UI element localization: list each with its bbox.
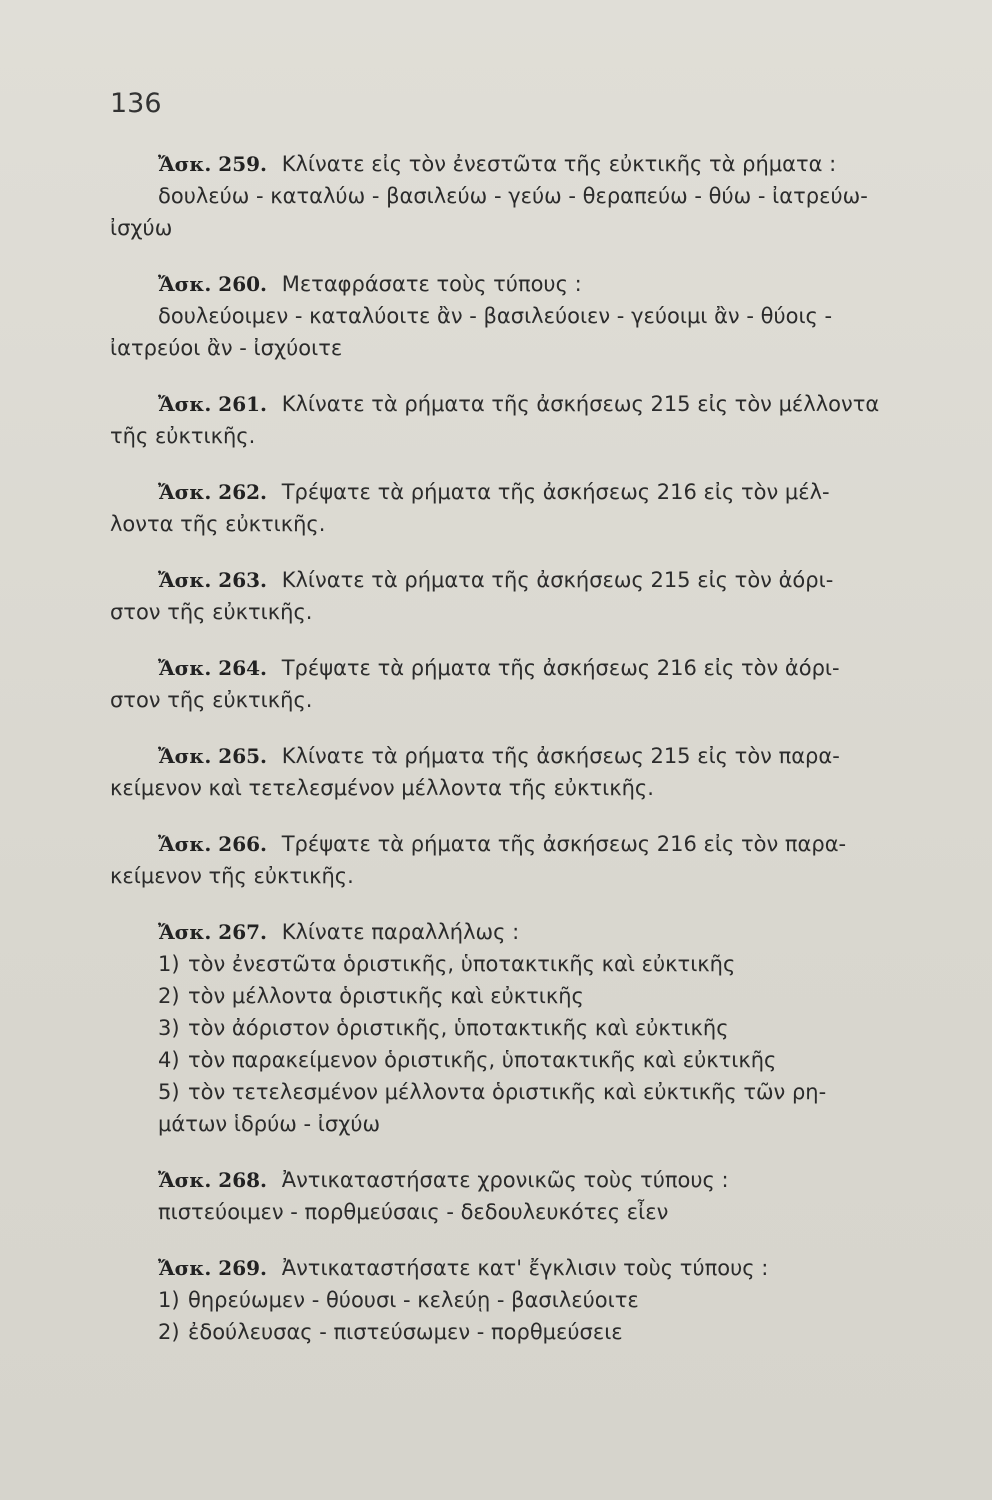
- item-number: 2): [158, 1320, 180, 1344]
- exercise-line: δουλεύω - καταλύω - βασιλεύω - γεύω - θεραπεύω - θύω - ἰατρεύω-: [158, 184, 868, 208]
- exercise-line: [110, 916, 932, 948]
- list-item: [110, 1316, 932, 1348]
- exercise-269: [110, 1252, 932, 1348]
- exercise-instruction: Τρέψατε τὰ ρήματα τῆς ἀσκήσεως 216 εἰς τὸν μέλ-: [281, 480, 830, 504]
- exercise-264: [110, 652, 932, 716]
- list-item: [110, 1012, 932, 1044]
- item-text: θηρεύωμεν - θύουσι - κελεύῃ - βασιλεύοιτε: [188, 1288, 639, 1312]
- list-item: [110, 980, 932, 1012]
- exercise-instruction: Κλίνατε τὰ ρήματα τῆς ἀσκήσεως 215 εἰς τὸν παρα-: [281, 744, 840, 768]
- exercise-259: [110, 148, 932, 244]
- exercise-label: Ἄσκ. 263.: [158, 568, 268, 592]
- exercise-261: [110, 388, 932, 452]
- exercise-label: Ἄσκ. 264.: [158, 656, 268, 680]
- list-item: [110, 948, 932, 980]
- list-item: [110, 1284, 932, 1316]
- item-number: 4): [158, 1048, 180, 1072]
- item-text: τὸν ἀόριστον ὁριστικῆς, ὑποτακτικῆς καὶ εὐκτικῆς: [188, 1016, 729, 1040]
- exercise-line: λοντα τῆς εὐκτικῆς.: [110, 512, 326, 536]
- page-content: [110, 148, 932, 1372]
- exercise-260: [110, 268, 932, 364]
- list-item: [110, 1044, 932, 1076]
- exercise-label: Ἄσκ. 259.: [158, 152, 268, 176]
- exercise-line: ἰσχύω: [110, 216, 173, 240]
- exercise-line: ἰατρεύοι ἂν - ἰσχύοιτε: [110, 336, 343, 360]
- item-number: 1): [158, 1288, 180, 1312]
- exercise-line: στον τῆς εὐκτικῆς.: [110, 600, 313, 624]
- exercise-line: [110, 652, 932, 684]
- exercise-instruction: Κλίνατε παραλλήλως :: [281, 920, 520, 944]
- exercise-262: [110, 476, 932, 540]
- exercise-266: [110, 828, 932, 892]
- exercise-line: δουλεύοιμεν - καταλύοιτε ἂν - βασιλεύοιεν - γεύοιμι ἂν - θύοις -: [158, 304, 833, 328]
- exercise-label: Ἄσκ. 268.: [158, 1168, 268, 1192]
- exercise-instruction: Ἀντικαταστήσατε χρονικῶς τοὺς τύπους :: [281, 1168, 729, 1192]
- item-text: τὸν τετελεσμένον μέλλοντα ὁριστικῆς καὶ εὐκτικῆς τῶν ρη-: [188, 1080, 827, 1104]
- exercise-line: [110, 148, 932, 180]
- exercise-instruction: Μεταφράσατε τοὺς τύπους :: [281, 272, 582, 296]
- exercise-label: Ἄσκ. 267.: [158, 920, 268, 944]
- exercise-line: [110, 476, 932, 508]
- list-item: [110, 1076, 932, 1108]
- item-text: τὸν μέλλοντα ὁριστικῆς καὶ εὐκτικῆς: [188, 984, 584, 1008]
- exercise-label: Ἄσκ. 269.: [158, 1256, 268, 1280]
- item-text: τὸν παρακείμενον ὁριστικῆς, ὑποτακτικῆς καὶ εὐκτικῆς: [188, 1048, 777, 1072]
- exercise-line: [110, 828, 932, 860]
- exercise-label: Ἄσκ. 265.: [158, 744, 268, 768]
- exercise-line: κείμενον καὶ τετελεσμένον μέλλοντα τῆς εὐκτικῆς.: [110, 776, 654, 800]
- exercise-label: Ἄσκ. 260.: [158, 272, 268, 296]
- exercise-instruction: Κλίνατε εἰς τὸν ἐνεστῶτα τῆς εὐκτικῆς τὰ ρήματα :: [281, 152, 837, 176]
- exercise-line: κείμενον τῆς εὐκτικῆς.: [110, 864, 354, 888]
- exercise-line: τῆς εὐκτικῆς.: [110, 424, 256, 448]
- item-number: 5): [158, 1080, 180, 1104]
- page-number: 136: [110, 88, 162, 119]
- exercise-instruction: Τρέψατε τὰ ρήματα τῆς ἀσκήσεως 216 εἰς τὸν παρα-: [281, 832, 847, 856]
- item-text: ἐδούλευσας - πιστεύσωμεν - πορθμεύσειε: [188, 1320, 623, 1344]
- exercise-263: [110, 564, 932, 628]
- exercise-line: πιστεύοιμεν - πορθμεύσαις - δεδουλευκότες εἶεν: [158, 1200, 669, 1224]
- item-number: 1): [158, 952, 180, 976]
- exercise-line: στον τῆς εὐκτικῆς.: [110, 688, 313, 712]
- exercise-line: [110, 1252, 932, 1284]
- exercise-268: [110, 1164, 932, 1228]
- exercise-line: [110, 268, 932, 300]
- item-text: τὸν ἐνεστῶτα ὁριστικῆς, ὑποτακτικῆς καὶ εὐκτικῆς: [188, 952, 736, 976]
- exercise-line: [110, 1164, 932, 1196]
- item-number: 2): [158, 984, 180, 1008]
- exercise-line: [110, 564, 932, 596]
- exercise-instruction: Κλίνατε τὰ ρήματα τῆς ἀσκήσεως 215 εἰς τὸν ἀόρι-: [281, 568, 834, 592]
- exercise-label: Ἄσκ. 262.: [158, 480, 268, 504]
- exercise-label: Ἄσκ. 266.: [158, 832, 268, 856]
- exercise-line: [110, 388, 932, 420]
- item-number: 3): [158, 1016, 180, 1040]
- list-item-continuation: μάτων ἱδρύω - ἰσχύω: [158, 1112, 381, 1136]
- exercise-line: [110, 740, 932, 772]
- exercise-instruction: Κλίνατε τὰ ρήματα τῆς ἀσκήσεως 215 εἰς τὸν μέλλοντα: [281, 392, 880, 416]
- exercise-265: [110, 740, 932, 804]
- exercise-label: Ἄσκ. 261.: [158, 392, 268, 416]
- exercise-instruction: Τρέψατε τὰ ρήματα τῆς ἀσκήσεως 216 εἰς τὸν ἀόρι-: [281, 656, 840, 680]
- exercise-instruction: Ἀντικαταστήσατε κατ' ἔγκλισιν τοὺς τύπους :: [281, 1256, 769, 1280]
- exercise-267: [110, 916, 932, 1140]
